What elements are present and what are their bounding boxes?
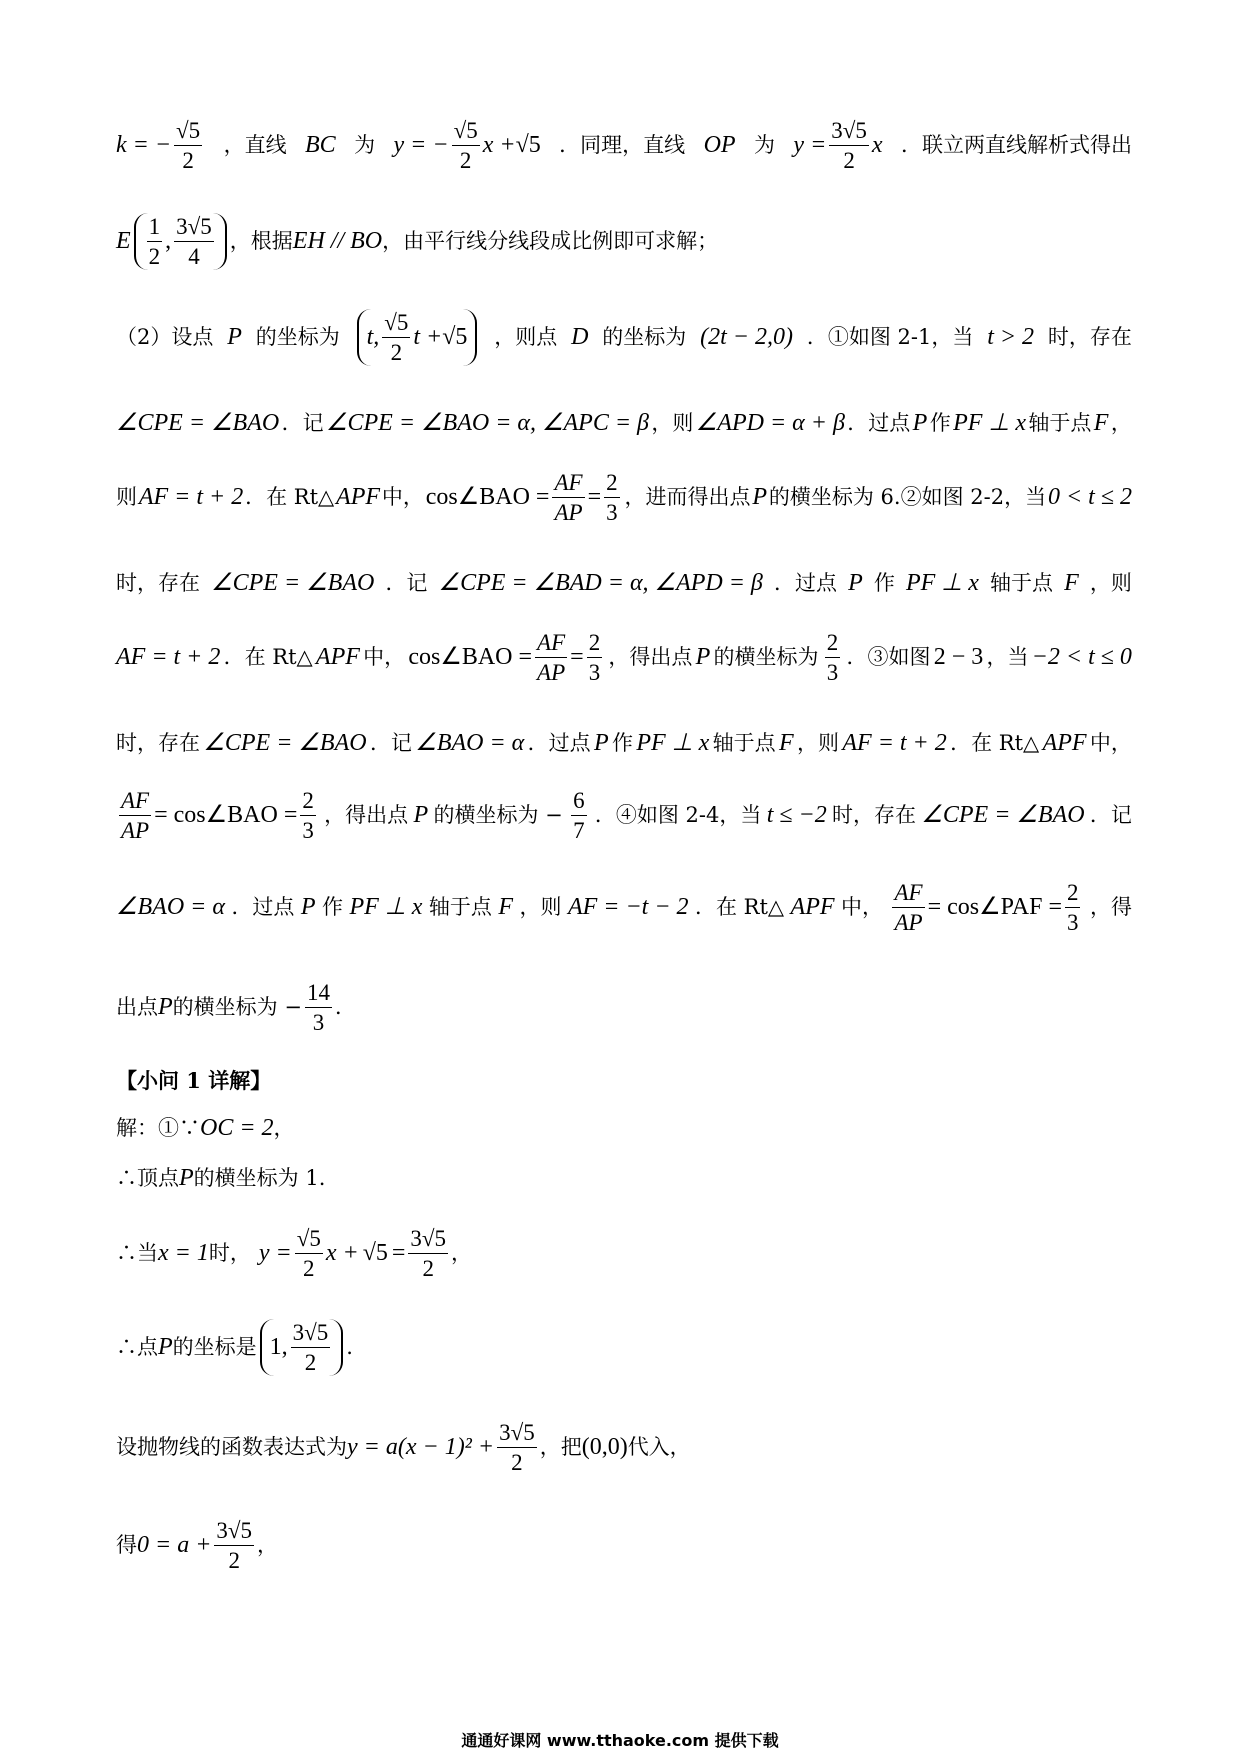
line-11: 出点 P 的横坐标为 − $\frac{14}{3}$ ． <box>116 979 356 1035</box>
line-5: 则 AF = t + 2 ．在 Rt△ APF 中， cos∠BAO = $\frac{AF}{AP}$ = $\frac{2}{3}$ ，进而得出点 P 的横坐标为 6.②如图 2-2，当 0 < t ≤ 2 <box>116 469 1132 525</box>
line-10: ∠BAO = α ．过点 P 作 PF ⊥ x 轴于点 F ，则 AF = −t − 2 ．在 Rt△ APF 中， $\frac{AF}{AP}$ = cos∠PAF = $\frac{2}{3}$ ，得 <box>116 879 1132 935</box>
solution-line-3: ∴当 x = 1 时， y = $\frac{√5}{2}$ x + √5 = $\frac{3√5}{2}$ ， <box>116 1225 473 1281</box>
point-e-coordinates: $\frac{1}{2}$ , $\frac{3√5}{4}$ <box>134 213 227 270</box>
line-1: k = − $\frac{√5}{2}$ ，直线 BC 为 y = − $\frac{√5}{2}$ x + √5 ．同理，直线 OP 为 y = $\frac{3√5}{2}$ x ．联立两直线解析式得出 <box>116 117 1132 173</box>
solution-line-4: ∴点 P 的坐标是 1, $\frac{3√5}{2}$ . <box>116 1319 353 1375</box>
line-8: 时，存在 ∠CPE = ∠BAO ．记 ∠BAO = α ．过点 P 作 PF ⊥ x 轴于点 F ，则 AF = t + 2 ．在 Rt△ APF 中， <box>116 730 1132 756</box>
line-9: $\frac{AF}{AP}$ = cos∠BAO = $\frac{2}{3}$ ，得出点 P 的横坐标为 − $\frac{6}{7}$ ．④如图 2-4，当 t ≤ −2 时，存在 ∠CPE = ∠BAO ．记 <box>121 787 1132 843</box>
fraction-sqrt5-over-2: $\frac{√5}{2}$ <box>176 117 201 173</box>
solution-line-6: 得 0 = a + $\frac{3√5}{2}$ ， <box>116 1517 279 1573</box>
line-4: ∠CPE = ∠BAO ．记 ∠CPE = ∠BAO = α, ∠APC = β ，则 ∠APD = α + β ．过点 P 作 PF ⊥ x 轴于点 F ， <box>116 410 1132 436</box>
k-expression: k = − <box>116 132 172 158</box>
solution-line-2: ∴顶点 P 的横坐标为 1. <box>116 1165 326 1191</box>
line-2: E $\frac{1}{2}$ , $\frac{3√5}{4}$ ，根据 EH // BO ，由平行线分线段成比例即可求解； <box>116 213 719 269</box>
line-7: AF = t + 2 ．在 Rt△ APF 中， cos∠BAO = $\frac{AF}{AP}$ = $\frac{2}{3}$ ，得出点 P 的横坐标为 $\frac{2}{3}$ ．③如图 2 − 3 ，当 −2 < t ≤ 0 <box>116 629 1132 685</box>
section-heading: 【小问 1 详解】 <box>116 1068 272 1093</box>
line-6: 时，存在 ∠CPE = ∠BAO ．记 ∠CPE = ∠BAD = α, ∠APD = β ．过点 P 作 PF ⊥ x 轴于点 F ，则 <box>116 570 1132 596</box>
point-p-coordinates: t, $\frac{√5}{2}$ t + √5 <box>357 309 478 366</box>
page-footer: 通通好课网 www.tthaoke.com 提供下载 <box>461 1731 779 1750</box>
point-p-result: 1, $\frac{3√5}{2}$ <box>260 1319 344 1376</box>
solution-line-5: 设抛物线的函数表达式为 y = a(x − 1)² + $\frac{3√5}{2}$ ，把 (0,0) 代入， <box>116 1419 691 1475</box>
solution-line-1: 解：①∵ OC = 2 ， <box>116 1115 295 1141</box>
line-3: （2）设点 P 的坐标为 t, $\frac{√5}{2}$ t + √5 ，则点 D 的坐标为 (2t − 2,0) ．①如图 2-1，当 t > 2 时，存在 <box>116 309 1132 365</box>
